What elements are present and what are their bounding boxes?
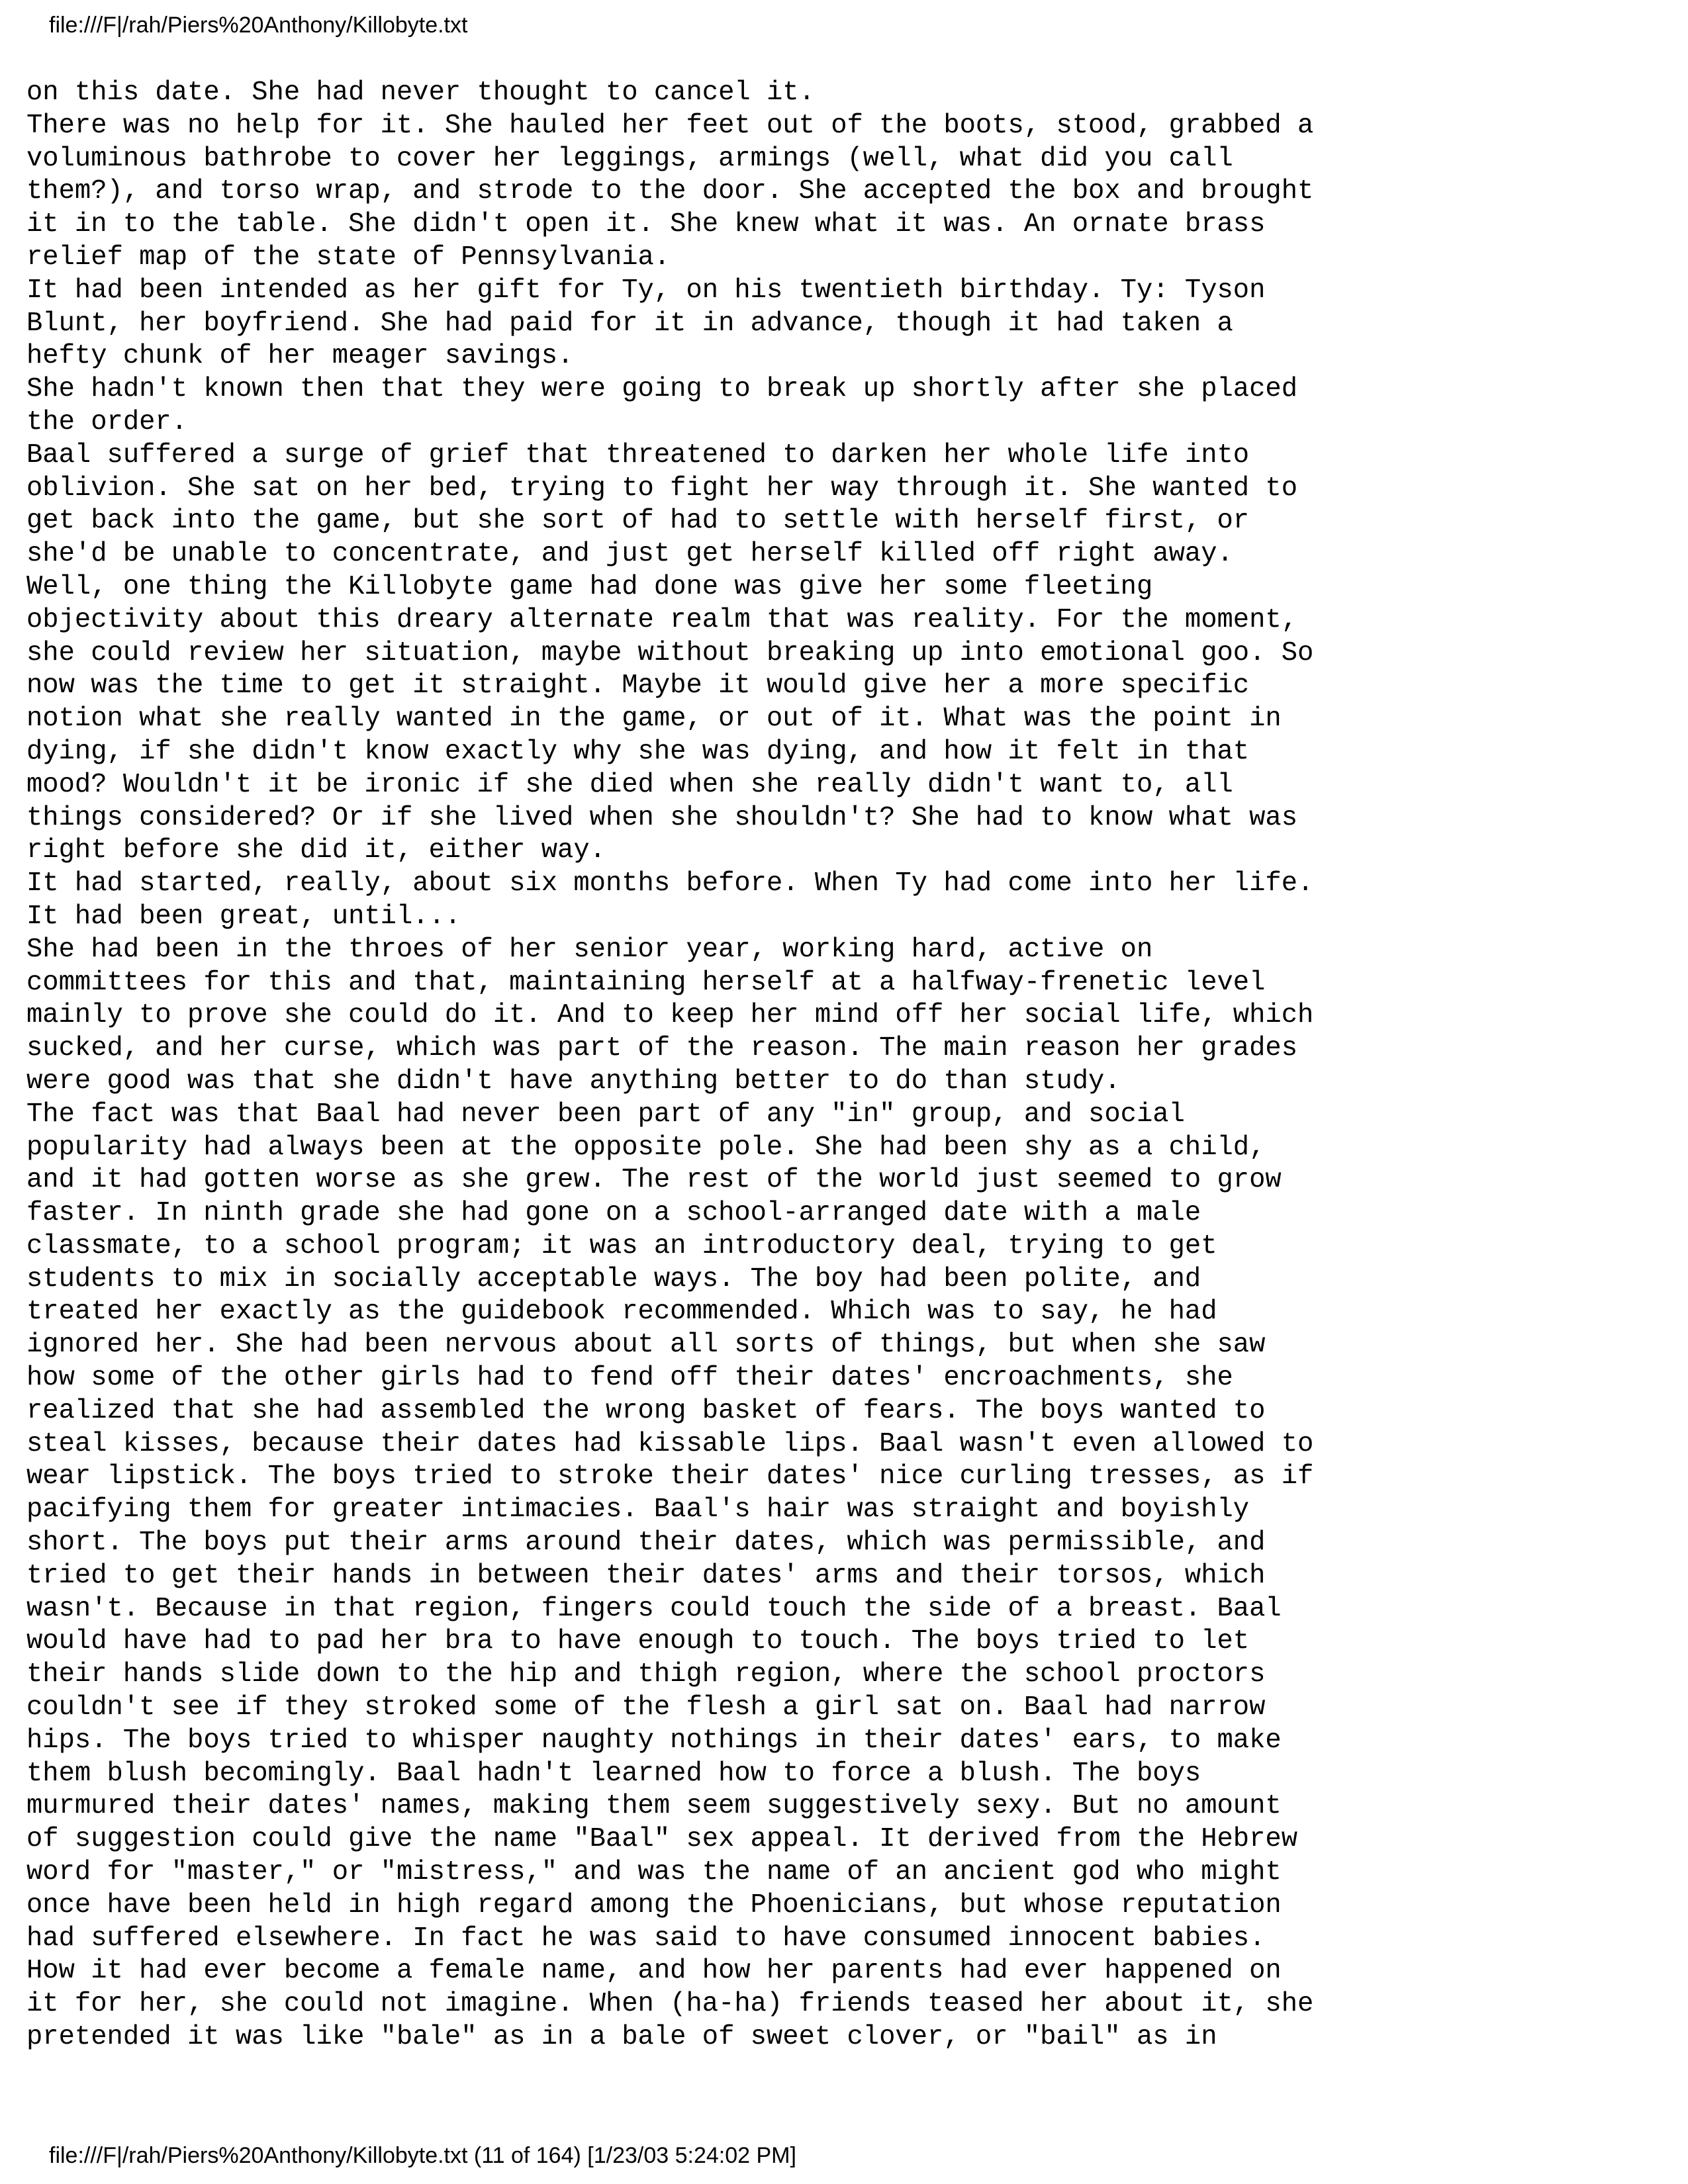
text-line: now was the time to get it straight. Maybe it would give her a more specific xyxy=(26,670,1250,702)
text-line: things considered? Or if she lived when she shouldn't? She had to know what was xyxy=(26,802,1298,833)
text-line: couldn't see if they stroked some of the flesh a girl sat on. Baal had narrow xyxy=(26,1692,1266,1723)
text-line: she could review her situation, maybe without breaking up into emotional goo. So xyxy=(26,637,1314,668)
text-line: them?), and torso wrap, and strode to the door. She accepted the box and brought xyxy=(26,176,1314,207)
text-line: sucked, and her curse, which was part of the reason. The main reason her grades xyxy=(26,1033,1298,1064)
text-line: on this date. She had never thought to cancel it. xyxy=(26,77,815,108)
text-line: popularity had always been at the opposite pole. She had been shy as a child, xyxy=(26,1132,1266,1163)
text-line: hefty chunk of her meager savings. xyxy=(26,341,574,372)
text-line: It had been great, until... xyxy=(26,901,461,932)
text-line: murmured their dates' names, making them seem suggestively sexy. But no amount xyxy=(26,1791,1282,1822)
text-line: Well, one thing the Killobyte game had done was give her some fleeting xyxy=(26,571,1153,602)
text-line: There was no help for it. She hauled her feet out of the boots, stood, grabbed a xyxy=(26,110,1314,141)
text-line: The fact was that Baal had never been part of any "in" group, and social xyxy=(26,1099,1185,1130)
document-body-text xyxy=(26,77,1662,2054)
text-line: dying, if she didn't know exactly why she was dying, and how it felt in that xyxy=(26,736,1250,767)
text-line: pacifying them for greater intimacies. Baal's hair was straight and boyishly xyxy=(26,1494,1250,1525)
text-line: right before she did it, either way. xyxy=(26,835,606,866)
text-line: classmate, to a school program; it was an introductory deal, trying to get xyxy=(26,1230,1217,1261)
text-line: realized that she had assembled the wrong basket of fears. The boys wanted to xyxy=(26,1395,1266,1426)
text-line: ignored her. She had been nervous about all sorts of things, but when she saw xyxy=(26,1330,1266,1361)
text-line: how some of the other girls had to fend off their dates' encroachments, she xyxy=(26,1363,1233,1394)
text-line: tried to get their hands in between their dates' arms and their torsos, which xyxy=(26,1560,1266,1591)
text-line: word for "master," or "mistress," and was the name of an ancient god who might xyxy=(26,1857,1282,1888)
text-line: hips. The boys tried to whisper naughty nothings in their dates' ears, to make xyxy=(26,1725,1282,1756)
text-line: she'd be unable to concentrate, and just get herself killed off right away. xyxy=(26,539,1233,570)
text-line: objectivity about this dreary alternate realm that was reality. For the moment, xyxy=(26,604,1298,635)
text-line: How it had ever become a female name, and how her parents had ever happened on xyxy=(26,1956,1282,1987)
text-line: would have had to pad her bra to have enough to touch. The boys tried to let xyxy=(26,1626,1250,1657)
text-line: steal kisses, because their dates had kissable lips. Baal wasn't even allowed to xyxy=(26,1428,1314,1459)
text-line: wasn't. Because in that region, fingers could touch the side of a breast. Baal xyxy=(26,1593,1282,1624)
page-footer-url: file:///F|/rah/Piers%20Anthony/Killobyte.txt (11 of 164) [1/23/03 5:24:02 PM] xyxy=(49,2143,796,2168)
text-line: It had started, really, about six months before. When Ty had come into her life. xyxy=(26,868,1314,899)
text-line: mood? Wouldn't it be ironic if she died when she really didn't want to, all xyxy=(26,769,1233,800)
text-line: voluminous bathrobe to cover her leggings, armings (well, what did you call xyxy=(26,143,1233,174)
text-line: committees for this and that, maintaining herself at a halfway-frenetic level xyxy=(26,967,1266,998)
text-line: Baal suffered a surge of grief that threatened to darken her whole life into xyxy=(26,439,1250,471)
text-line: of suggestion could give the name "Baal" sex appeal. It derived from the Hebrew xyxy=(26,1824,1298,1855)
text-line: and it had gotten worse as she grew. The rest of the world just seemed to grow xyxy=(26,1165,1282,1196)
text-line: had suffered elsewhere. In fact he was said to have consumed innocent babies. xyxy=(26,1923,1266,1954)
text-line: Blunt, her boyfriend. She had paid for it in advance, though it had taken a xyxy=(26,308,1233,339)
text-line: once have been held in high regard among the Phoenicians, but whose reputation xyxy=(26,1889,1282,1921)
text-line: it in to the table. She didn't open it. She knew what it was. An ornate brass xyxy=(26,209,1266,240)
text-line: notion what she really wanted in the game, or out of it. What was the point in xyxy=(26,704,1282,735)
text-line: treated her exactly as the guidebook recommended. Which was to say, he had xyxy=(26,1297,1217,1328)
text-line: wear lipstick. The boys tried to stroke their dates' nice curling tresses, as if xyxy=(26,1461,1314,1492)
text-line: short. The boys put their arms around their dates, which was permissible, and xyxy=(26,1527,1266,1559)
text-line: the order. xyxy=(26,406,188,437)
text-line: She had been in the throes of her senior year, working hard, active on xyxy=(26,934,1153,965)
text-line: students to mix in socially acceptable ways. The boy had been polite, and xyxy=(26,1263,1201,1295)
page-header-url: file:///F|/rah/Piers%20Anthony/Killobyte.txt xyxy=(49,13,468,38)
text-line: get back into the game, but she sort of had to settle with herself first, or xyxy=(26,506,1250,537)
text-line: oblivion. She sat on her bed, trying to fight her way through it. She wanted to xyxy=(26,473,1298,504)
text-line: It had been intended as her gift for Ty, on his twentieth birthday. Ty: Tyson xyxy=(26,275,1266,306)
text-line: pretended it was like "bale" as in a bale of sweet clover, or "bail" as in xyxy=(26,2022,1217,2053)
text-line: it for her, she could not imagine. When (ha-ha) friends teased her about it, she xyxy=(26,1989,1314,2020)
text-line: were good was that she didn't have anything better to do than study. xyxy=(26,1066,1121,1097)
text-line: She hadn't known then that they were going to break up shortly after she placed xyxy=(26,374,1298,405)
text-line: relief map of the state of Pennsylvania. xyxy=(26,242,671,273)
text-line: their hands slide down to the hip and thigh region, where the school proctors xyxy=(26,1659,1266,1690)
text-line: mainly to prove she could do it. And to keep her mind off her social life, which xyxy=(26,1000,1314,1031)
text-line: them blush becomingly. Baal hadn't learned how to force a blush. The boys xyxy=(26,1758,1201,1789)
text-line: faster. In ninth grade she had gone on a school-arranged date with a male xyxy=(26,1198,1201,1229)
